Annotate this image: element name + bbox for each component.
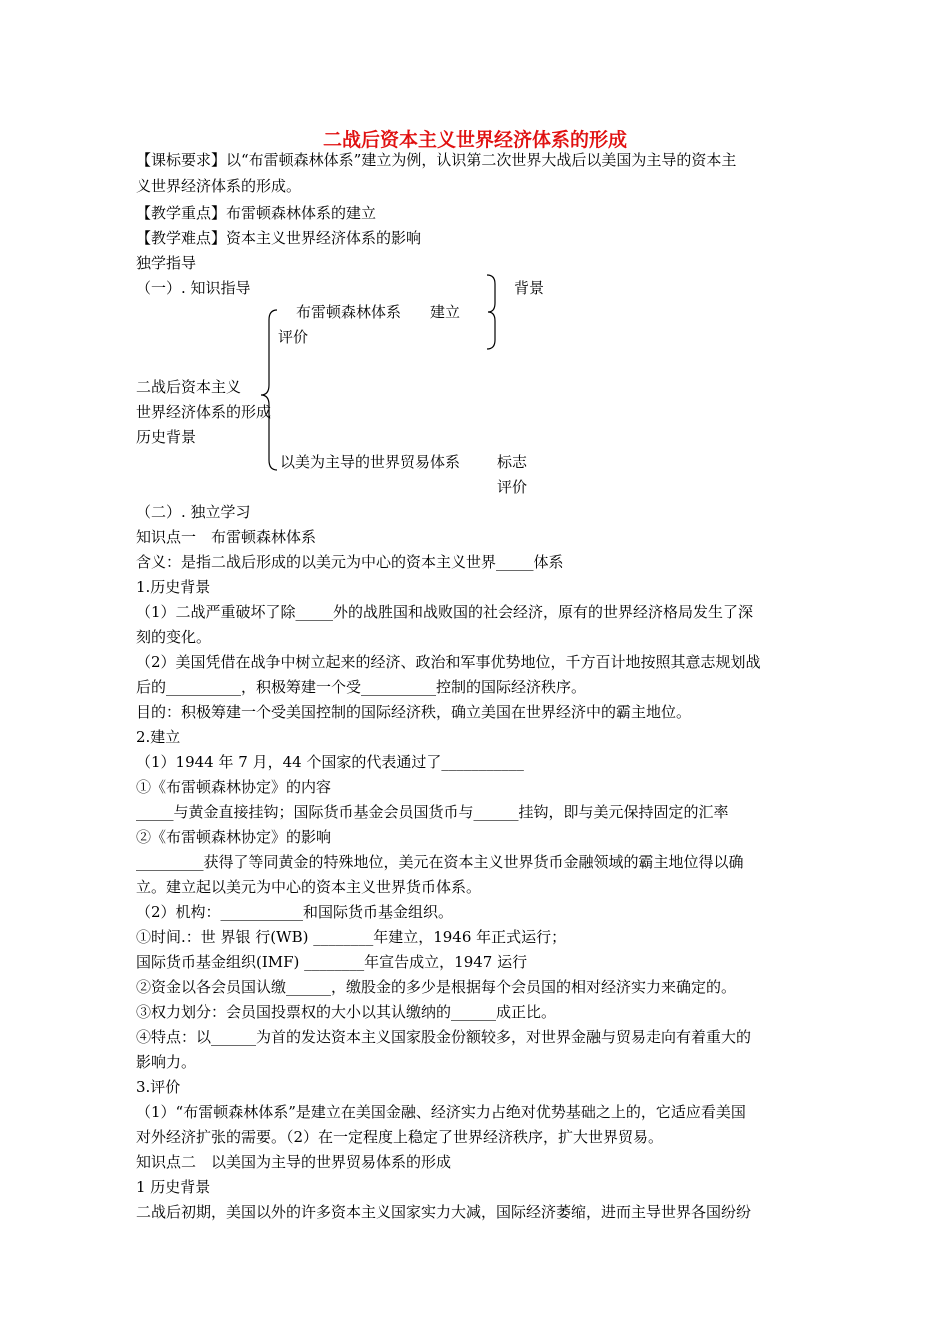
text-line: 含义：是指二战后形成的以美元为中心的资本主义世界_____体系 — [136, 553, 564, 571]
text-line: （2）机构：___________和国际货币基金组织。 — [136, 903, 454, 921]
left-brace — [261, 310, 277, 470]
text-line: 目的：积极筹建一个受美国控制的国际经济秩，确立美国在世界经济中的霸主地位。 — [136, 703, 692, 721]
text-line: ①时间.：世 界银 行(WB) ________年建立，1946 年正式运行； — [136, 928, 567, 946]
diagram-trade-system-label: 以美为主导的世界贸易体系 — [280, 453, 461, 471]
subheading-evaluation: 3.评价 — [136, 1078, 181, 1096]
section-independent-study: （二）. 独立学习 — [136, 503, 251, 521]
self-study-guide-heading: 独学指导 — [136, 254, 197, 272]
diagram-root-line-2: 世界经济体系的形成 — [136, 403, 272, 421]
text-line: 影响力。 — [136, 1053, 197, 1071]
text-line: _________获得了等同黄金的特殊地位，美元在资本主义世界货币金融领域的霸主地位得以确 — [136, 853, 744, 871]
diagram-root-line-3: 历史背景 — [136, 428, 197, 446]
text-line: 刻的变化。 — [136, 628, 212, 646]
page-title: 二战后资本主义世界经济体系的形成 — [322, 129, 627, 151]
subheading-history-background-2: 1 历史背景 — [136, 1178, 211, 1196]
text-line: （1）1944 年 7 月，44 个国家的代表通过了___________ — [136, 753, 524, 771]
text-line: 立。建立起以美元为中心的资本主义世界货币体系。 — [136, 878, 482, 896]
text-line: 二战后初期，美国以外的许多资本主义国家实力大减，国际经济萎缩，进而主导世界各国纷纷 — [136, 1203, 752, 1221]
diagram-background-label: 背景 — [514, 279, 545, 297]
knowledge-point-1-heading: 知识点一 布雷顿森林体系 — [136, 528, 317, 546]
text-line: 对外经济扩张的需要。（2）在一定程度上稳定了世界经济秩序，扩大世界贸易。 — [136, 1128, 664, 1146]
diagram-root-line-1: 二战后资本主义 — [136, 378, 242, 396]
text-line: ①《布雷顿森林协定》的内容 — [136, 778, 332, 796]
text-line: ②资金以各会员国认缴______，缴股金的多少是根据每个会员国的相对经济实力来确定的。 — [136, 978, 737, 996]
text-line: _____与黄金直接挂钩；国际货币基金会员国货币与______挂钩，即与美元保持固定的汇率 — [136, 803, 729, 821]
diagram-evaluate-label-2: 评价 — [497, 478, 528, 496]
curriculum-requirement-line-2: 义世界经济体系的形成。 — [136, 177, 302, 195]
knowledge-point-2-heading: 知识点二 以美国为主导的世界贸易体系的形成 — [136, 1153, 452, 1171]
diagram-bretton-woods-label: 布雷顿森林体系 — [296, 303, 402, 321]
text-line: 后的__________，积极筹建一个受__________控制的国际经济秩序。 — [136, 678, 587, 696]
text-line: （1）二战严重破坏了除_____外的战胜国和战败国的社会经济，原有的世界经济格局发生了深 — [136, 603, 754, 621]
text-line: ③权力划分：会员国投票权的大小以其认缴纳的______成正比。 — [136, 1003, 557, 1021]
diagram-evaluate-label-1: 评价 — [278, 328, 309, 346]
text-line: （1）“布雷顿森林体系”是建立在美国金融、经济实力占绝对优势基础之上的，它适应看美国 — [136, 1103, 746, 1121]
text-line: 国际货币基金组织(IMF) ________年宣告成立，1947 运行 — [136, 953, 528, 971]
subheading-establishment: 2.建立 — [136, 728, 181, 746]
teaching-key-point: 【教学重点】布雷顿森林体系的建立 — [136, 204, 377, 222]
diagram-establish-label: 建立 — [430, 303, 461, 321]
teaching-difficult-point: 【教学难点】资本主义世界经济体系的影响 — [136, 229, 422, 247]
curriculum-requirement-line-1: 【课标要求】以“布雷顿森林体系”建立为例，认识第二次世界大战后以美国为主导的资本主 — [136, 151, 737, 169]
diagram-symbol-label: 标志 — [497, 453, 528, 471]
text-line: ④特点：以______为首的发达资本主义国家股金份额较多，对世界金融与贸易走向有着重大的 — [136, 1028, 752, 1046]
text-line: ②《布雷顿森林协定》的影响 — [136, 828, 332, 846]
right-brace — [487, 275, 495, 349]
text-line: （2）美国凭借在战争中树立起来的经济、政治和军事优势地位，千方百计地按照其意志规划战 — [136, 653, 761, 671]
subheading-history-background: 1.历史背景 — [136, 578, 211, 596]
section-knowledge-guide: （一）. 知识指导 — [136, 279, 251, 297]
